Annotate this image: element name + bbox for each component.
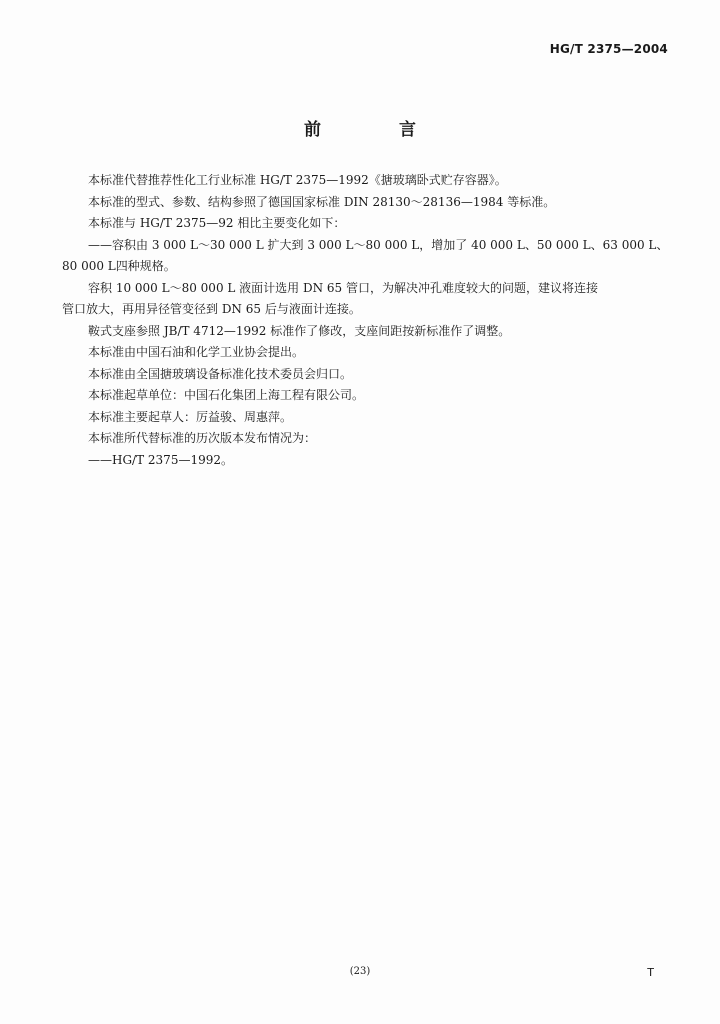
paragraph-administered-by: 本标准由全国搪玻璃设备标准化技术委员会归口。 xyxy=(88,366,353,381)
paragraph-volume-change: ——容积由 3 000 L～30 000 L 扩大到 3 000 L～80 000 L，增加了 40 000 L、50 000 L、63 000 L、 xyxy=(88,237,669,252)
paragraph-replaces: 本标准代替推荐性化工行业标准 HG/T 2375—1992《搪玻璃卧式贮存容器》。 xyxy=(88,173,507,187)
paragraph-history-intro: 本标准所代替标准的历次版本发布情况为： xyxy=(88,431,317,445)
paragraph-saddle-support: 鞍式支座参照 JB/T 4712—1992 标准作了修改，支座间距按新标准作了调整。 xyxy=(88,323,511,338)
paragraph-drafting-unit: 本标准起草单位：中国石化集团上海工程有限公司。 xyxy=(88,388,365,402)
paragraph-volume-change-cont: 80 000 L四种规格。 xyxy=(62,259,176,273)
paragraph-reference: 本标准的型式、参数、结构参照了德国国家标准 DIN 28130～28136—1984 等标准。 xyxy=(88,194,556,209)
standard-code: HG/T 2375—2004 xyxy=(549,42,668,56)
page-title: 前 言 xyxy=(304,120,452,140)
paragraph-level-gauge: 容积 10 000 L～80 000 L 液面计选用 DN 65 管口，为解决冲孔难度较大的问题，建议将连接 xyxy=(88,280,599,295)
paragraph-drafters: 本标准主要起草人：厉益骏、周惠萍。 xyxy=(88,409,293,424)
paragraph-changes-intro: 本标准与 HG/T 2375—92 相比主要变化如下： xyxy=(88,216,346,230)
corner-mark: T xyxy=(647,966,654,979)
paragraph-history-item: ——HG/T 2375—1992。 xyxy=(88,452,233,467)
paragraph-level-gauge-cont: 管口放大，再用异径管变径到 DN 65 后与液面计连接。 xyxy=(62,302,361,316)
page-number: (23) xyxy=(349,966,371,977)
foreword-body xyxy=(62,170,672,471)
paragraph-proposed-by: 本标准由中国石油和化学工业协会提出。 xyxy=(88,345,305,359)
